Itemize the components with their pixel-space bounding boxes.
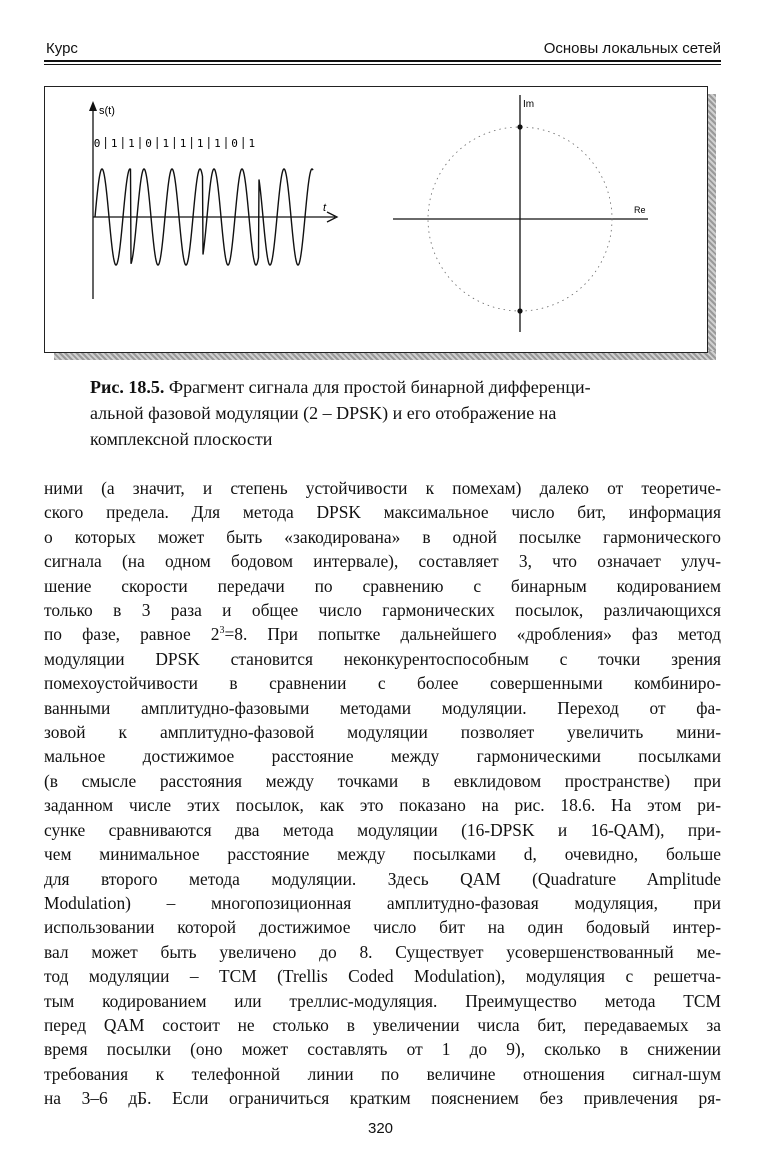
body-line: зовой к амплитудно-фазовой модуляции позволяет увеличить мини-	[44, 722, 721, 743]
im-label: Im	[523, 99, 535, 110]
header-rule	[44, 60, 721, 62]
body-line: о которых может быть «закодирована» в одной посылке гармонического	[44, 526, 721, 547]
signal-axis-label: s(t)	[99, 105, 115, 117]
body-line: тод модуляции – TCM (Trellis Coded Modulation), модуляция с решетча-	[44, 966, 721, 987]
bit-label: 1	[248, 137, 256, 150]
body-line: перед QAM состоит не столько в увеличении числа бит, передаваемых за	[44, 1014, 721, 1035]
power-tail: =8. При попытке дальнейшего «дробления» фаз метод	[224, 624, 721, 645]
body-line: ними (а значит, и степень устойчивости к помехам) далеко от теоретиче-	[44, 478, 721, 498]
page-number: 320	[367, 1120, 394, 1137]
constellation-panel	[393, 95, 648, 332]
caption-line-3: комплексной плоскости	[90, 429, 273, 449]
body-line: шение скорости передачи по сравнению с бинарным кодированием	[44, 575, 721, 596]
power-exponent: 3	[219, 625, 225, 637]
body-line: (в смысле расстояния между точками в евклидовом пространстве) при	[44, 770, 721, 791]
signal-panel	[89, 101, 337, 299]
body-line: Modulation) – многопозиционная амплитудно-фазовая модуляция, при	[44, 892, 721, 913]
caption-number: Рис. 18.5.	[90, 377, 165, 397]
body-line: заданном числе этих посылок, как это показано на рис. 18.6. На этом ри-	[44, 795, 721, 816]
body-text	[44, 476, 721, 1111]
time-axis-label: t	[323, 202, 327, 214]
re-label: Re	[634, 205, 646, 215]
body-line: тым кодированием или треллис-модуляция. Преимущество метода TCM	[44, 990, 721, 1011]
bit-label: 0	[231, 137, 238, 150]
bit-label: 1	[196, 137, 204, 150]
body-line-power: по фазе, равное $2^3=8$. При попытке дальнейшего «дробления» фаз метод	[44, 624, 721, 645]
body-line: время посылки (оно может составлять от 1 до 9), сколько в снижении	[44, 1039, 721, 1060]
body-line: вал может быть увеличено до 8. Существует усовершенствованный ме-	[44, 941, 721, 962]
body-line: только в 3 раза и общее число гармонических посылок, различающихся	[44, 600, 721, 621]
body-line: на 3–6 дБ. Если ограничиться кратким пояснением без привлечения ря-	[44, 1088, 721, 1109]
bit-label: 0	[145, 137, 152, 150]
figure-dpsk	[44, 86, 708, 353]
body-line: чем минимальное расстояние между посылками d, очевидно, больше	[44, 844, 721, 865]
body-line: требования к телефонной линии по величине отношения сигнал-шум	[44, 1063, 721, 1084]
bit-label: 1	[179, 137, 187, 150]
figure-drawing	[45, 87, 707, 352]
body-line: использовании которой достижимое число бит на один бодовый интер-	[44, 917, 721, 938]
bit-label: 1	[128, 137, 135, 150]
running-header-course: Курс	[46, 40, 78, 57]
body-line: сигнала (на одном бодовом интервале), составляет 3, что означает улуч-	[44, 551, 721, 572]
constellation-point-bottom	[517, 308, 522, 313]
body-line: мальное достижимое расстояние между гармоническими посылками	[44, 746, 721, 767]
body-line: ского предела. Для метода DPSK максимальное число бит, информация	[44, 502, 721, 523]
figure-caption	[90, 374, 695, 452]
running-header-title: Основы локальных сетей	[543, 40, 721, 57]
bit-sequence	[94, 137, 255, 150]
body-line: для второго метода модуляции. Здесь QAM (Quadrature Amplitude	[44, 868, 721, 889]
constellation-point-top	[517, 124, 522, 129]
caption-line-2: альной фазовой модуляции (2 – DPSK) и его отображение на	[90, 403, 557, 423]
header-rule-thin	[44, 64, 721, 65]
body-line: сунке сравниваются два метода модуляции (16-DPSK и 16-QAM), при-	[44, 819, 721, 840]
body-line: модуляции DPSK становится неконкурентоспособным с точки зрения	[44, 648, 721, 669]
body-line: помехоустойчивости в сравнении с более совершенными комбиниро-	[44, 673, 721, 694]
bit-label: 1	[162, 137, 170, 150]
bit-label: 0	[93, 137, 101, 150]
body-line: ванными амплитудно-фазовыми методами модуляции. Переход от фа-	[44, 697, 721, 718]
bit-label: 1	[110, 137, 118, 150]
bit-label: 1	[214, 137, 221, 150]
caption-line-1: Фрагмент сигнала для простой бинарной дифференци-	[168, 377, 591, 397]
signal-y-arrow-icon	[89, 101, 97, 111]
